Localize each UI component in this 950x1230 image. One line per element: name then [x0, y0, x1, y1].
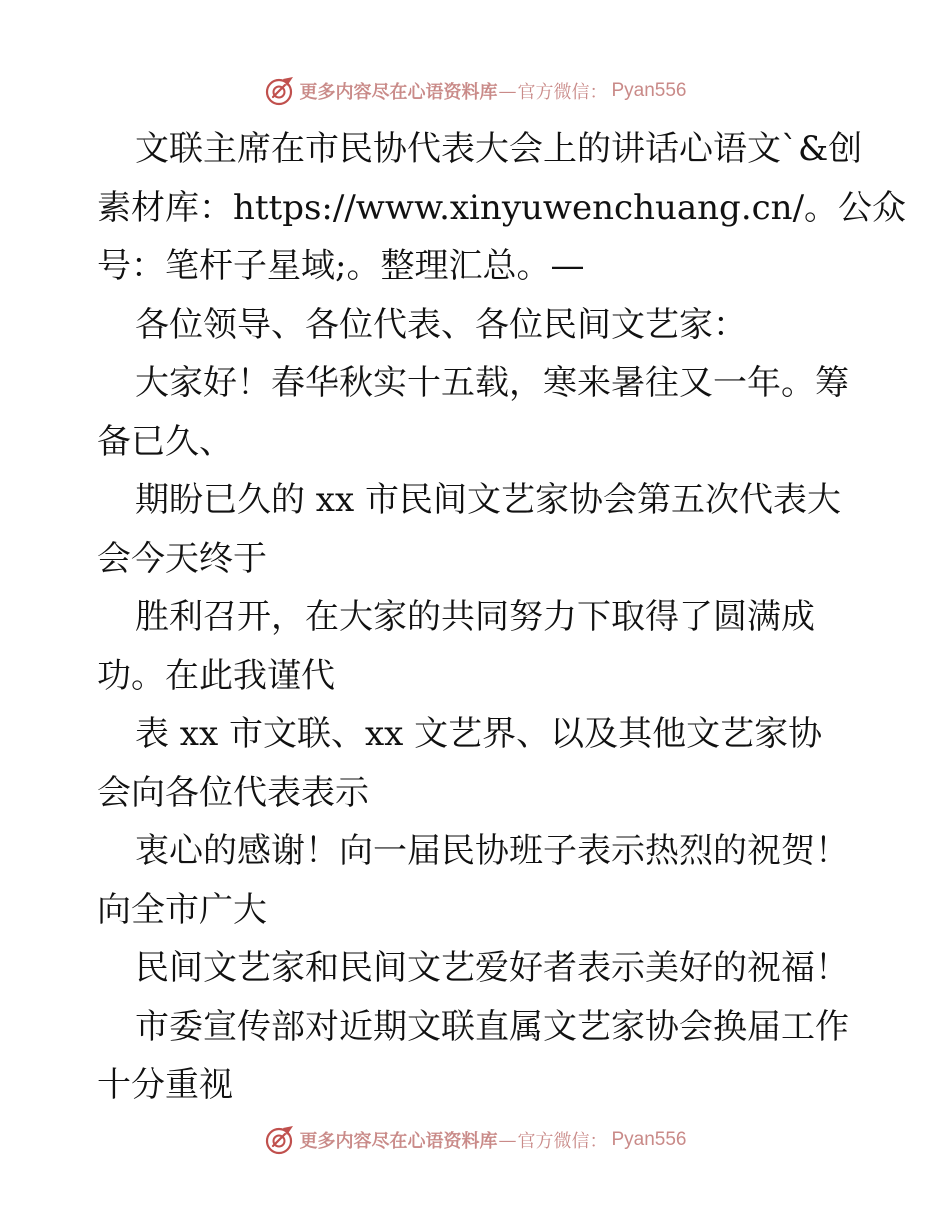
header-wechat-id: Pyan556	[611, 80, 687, 101]
header-slogan: 更多内容尽在心语资料库	[299, 82, 498, 103]
footer-wechat-id: Pyan556	[611, 1129, 687, 1150]
brush-logo-icon	[263, 75, 295, 107]
text-line: 会今天终于	[97, 538, 267, 579]
footer-slogan: 更多内容尽在心语资料库	[299, 1131, 498, 1152]
text-line: 胜利召开，在大家的共同努力下取得了圆满成	[135, 597, 815, 637]
document-body	[97, 120, 907, 1115]
footer-separator: —	[498, 1129, 517, 1151]
text-line: 期盼已久的 xx 市民间文艺家协会第五次代表大	[135, 480, 841, 520]
text-line: 向全市广大	[97, 889, 267, 930]
text-line: 大家好！春华秋实十五载，寒来暑往又一年。筹	[135, 363, 849, 403]
brush-logo-icon	[263, 1124, 295, 1156]
text-line: 各位领导、各位代表、各位民间文艺家：	[135, 304, 747, 345]
header-wechat-label: 官方微信：	[517, 82, 608, 103]
text-line: 功。在此我谨代	[97, 655, 335, 696]
text-line: 市委宣传部对近期文联直属文艺家协会换届工作	[135, 1006, 849, 1047]
text-line: 号：笔杆子星域;。整理汇总。—	[97, 246, 585, 286]
header-banner	[0, 71, 950, 111]
text-line: 文联主席在市民协代表大会上的讲话心语文`&创	[135, 129, 863, 169]
text-line: 会向各位代表表示	[97, 772, 369, 813]
footer-wechat-label: 官方微信：	[517, 1131, 608, 1152]
text-line: 表 xx 市文联、xx 文艺界、以及其他文艺家协	[135, 714, 823, 754]
text-line: 衷心的感谢！向一届民协班子表示热烈的祝贺！	[135, 831, 849, 871]
text-line: 民间文艺家和民间文艺爱好者表示美好的祝福！	[135, 948, 849, 988]
text-line: 备已久、	[97, 421, 233, 462]
text-line: 素材库：https://www.xinyuwenchuang.cn/。公众	[97, 187, 907, 228]
footer-banner	[0, 1120, 950, 1160]
header-separator: —	[498, 80, 517, 102]
text-line: 十分重视	[97, 1065, 233, 1105]
